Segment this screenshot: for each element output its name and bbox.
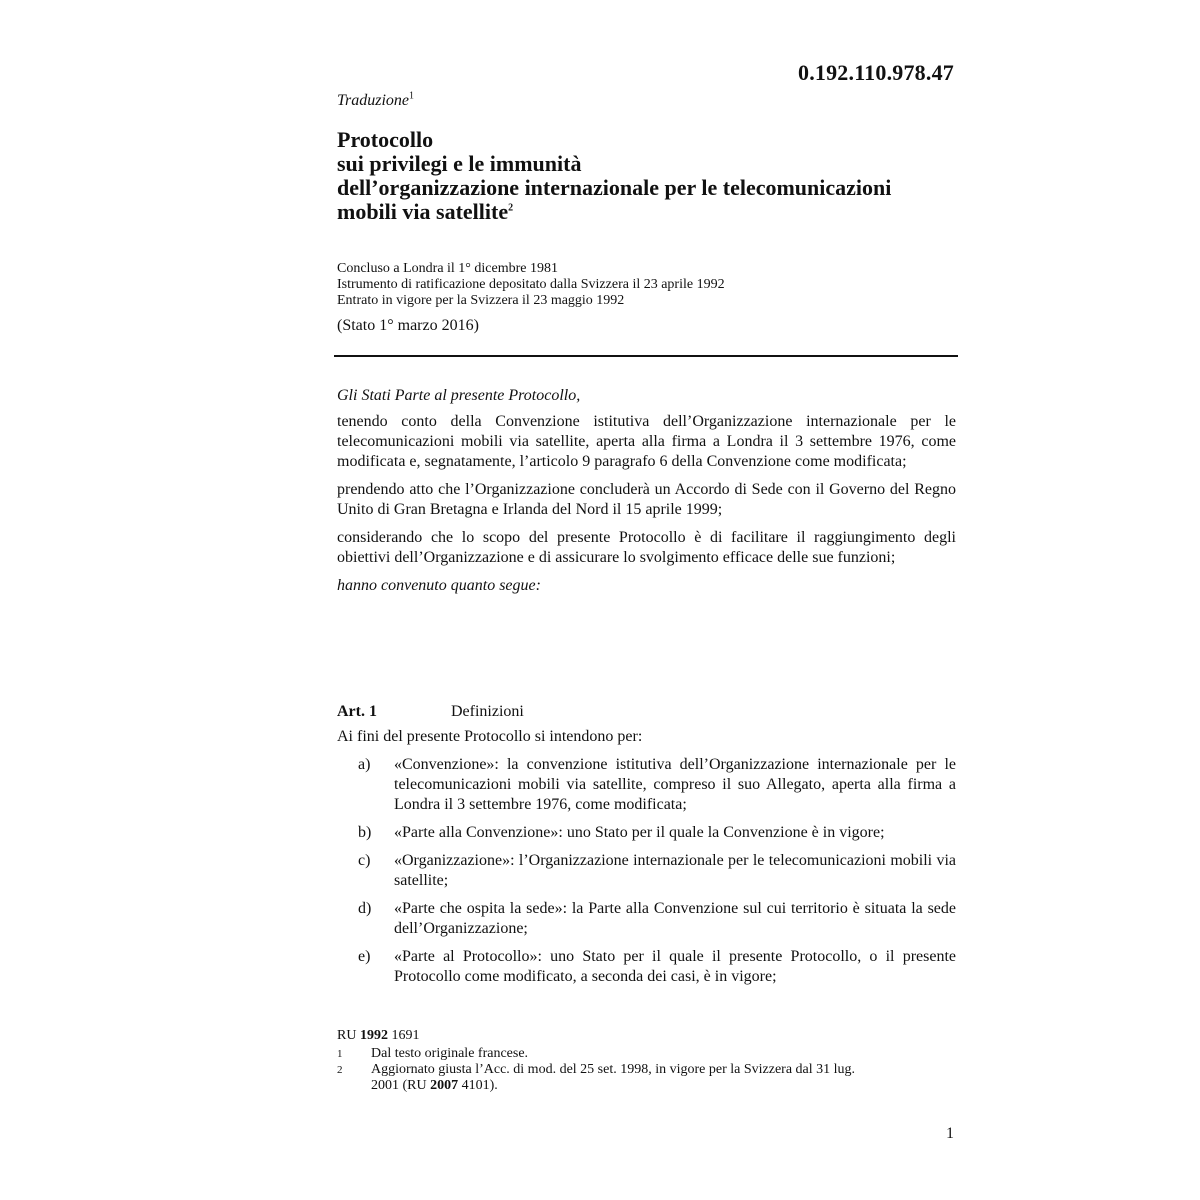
article-title: Definizioni	[451, 703, 524, 720]
list-item	[337, 823, 956, 843]
header-divider	[334, 355, 958, 357]
ratification-date: Istrumento di ratificazione depositato dalla Svizzera il 23 aprile 1992	[337, 277, 725, 292]
list-item-mark: e)	[358, 948, 371, 965]
ru-page: 1691	[391, 1028, 420, 1043]
page-number: 1	[946, 1125, 954, 1142]
list-item-mark: c)	[358, 852, 371, 869]
article-1	[337, 702, 956, 995]
list-item	[337, 851, 956, 891]
title-line-4-text: mobili via satellite	[337, 199, 509, 224]
title-line-3: dell’organizzazione internazionale per le telecomunicazioni	[337, 175, 892, 200]
title-line-4	[337, 200, 956, 224]
document-title	[337, 128, 956, 224]
translation-label	[337, 92, 956, 110]
footnote-2	[337, 1062, 956, 1094]
footnote-text-part: 4101).	[458, 1078, 498, 1093]
footnote-mark: 1	[337, 1048, 343, 1060]
preamble-intro: Gli Stati Parte al presente Protocollo,	[337, 387, 581, 404]
footnote-ref-1[interactable]: 1	[409, 90, 415, 102]
preamble-paragraph: tenendo conto della Convenzione istitutiva dell’Organizzazione internazionale per le telecomunicazioni mobili via satellite, aperta alla firma a Londra il 3 settembre 1976, come modificata e, segnatamente, l’articolo 9 paragrafo 6 della Convenzione come modificata;	[337, 413, 956, 470]
definitions-list	[337, 755, 956, 987]
preamble-closing: hanno convenuto quanto segue:	[337, 577, 541, 594]
title-line-1: Protocollo	[337, 127, 434, 152]
ru-year: 1992	[359, 1028, 388, 1043]
list-item	[337, 755, 956, 815]
list-item-mark: a)	[358, 756, 371, 773]
in-force-date: Entrato in vigore per la Svizzera il 23 maggio 1992	[337, 293, 625, 308]
list-item-text: «Organizzazione»: l’Organizzazione internazionale per le telecomunicazioni mobili via satellite;	[394, 852, 956, 889]
list-item-mark: d)	[358, 900, 372, 917]
preamble-paragraph: considerando che lo scopo del presente Protocollo è di facilitare il raggiungimento degli obiettivi dell’Organizzazione e di assicurare lo svolgimento efficace delle sue funzioni;	[337, 529, 956, 566]
preamble-paragraph: prendendo atto che l’Organizzazione concluderà un Accordo di Sede con il Governo del Regno Unito di Gran Bretagna e Irlanda del Nord il 15 aprile 1999;	[337, 481, 956, 518]
footnote-text: Dal testo originale francese.	[371, 1046, 529, 1061]
ru-reference	[337, 1028, 956, 1044]
footnote-1	[337, 1046, 956, 1062]
article-heading	[337, 702, 956, 722]
preamble	[337, 386, 956, 604]
footnote-mark: 2	[337, 1064, 343, 1076]
list-item-text: «Parte che ospita la sede»: la Parte alla Convenzione sul cui territorio è situata la sede dell’Organizzazione;	[394, 900, 956, 937]
article-lead: Ai fini del presente Protocollo si intendono per:	[337, 728, 643, 745]
status-date: (Stato 1° marzo 2016)	[337, 317, 479, 334]
list-item-text: «Parte alla Convenzione»: uno Stato per il quale la Convenzione è in vigore;	[394, 824, 885, 841]
title-line-2: sui privilegi e le immunità	[337, 151, 582, 176]
footnote-text	[371, 1062, 956, 1094]
footnotes	[337, 1028, 956, 1094]
list-item-text: «Parte al Protocollo»: uno Stato per il quale il presente Protocollo, o il presente Protocollo come modificato, a seconda dei casi, è in vigore;	[394, 948, 956, 985]
document-metadata	[337, 261, 956, 309]
list-item	[337, 947, 956, 987]
list-item	[337, 899, 956, 939]
footnote-bold-year: 2007	[430, 1078, 459, 1093]
sr-number: 0.192.110.978.47	[798, 60, 954, 85]
ru-prefix: RU	[337, 1028, 357, 1043]
article-number: Art. 1	[337, 703, 377, 720]
list-item-text: «Convenzione»: la convenzione istitutiva dell’Organizzazione internazionale per le telecomunicazioni mobili via satellite, compreso il suo Allegato, aperta alla firma a Londra il 3 settembre 1976, come modificata;	[394, 756, 956, 813]
concluded-date: Concluso a Londra il 1° dicembre 1981	[337, 261, 558, 276]
footnote-text-part: Aggiornato giusta l’Acc. di mod. del 25 set. 1998, in vigore per la Svizzera dal 31 lug. 2001 (RU	[371, 1062, 856, 1093]
translation-text: Traduzione	[337, 92, 410, 109]
list-item-mark: b)	[358, 824, 372, 841]
footnote-ref-2[interactable]: 2	[508, 202, 514, 214]
